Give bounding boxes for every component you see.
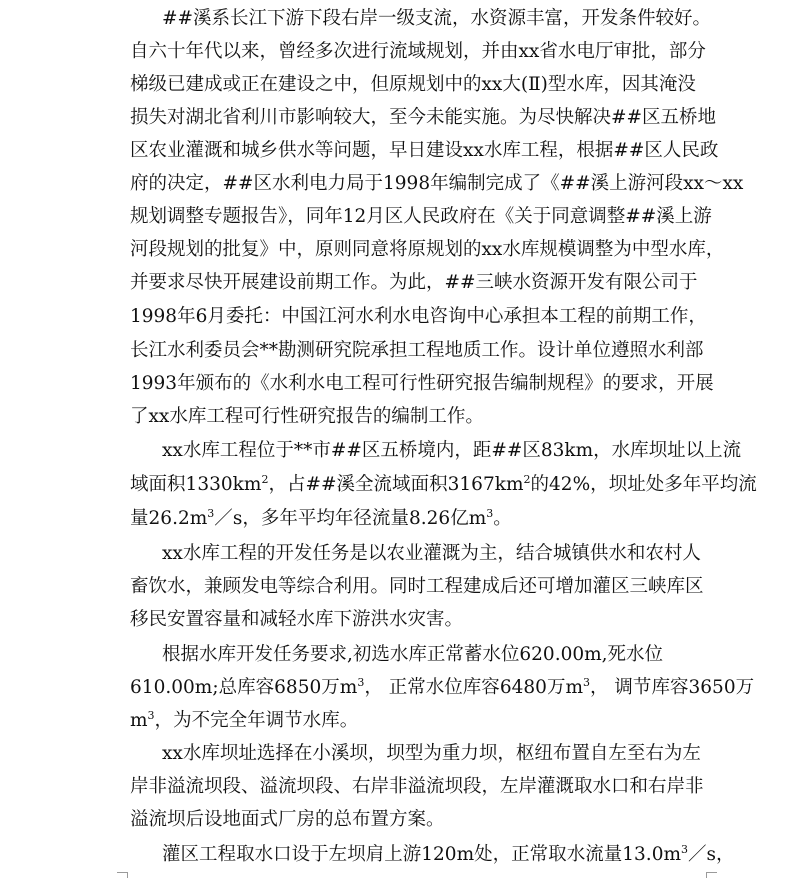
text-line: 移民安置容量和减轻水库下游洪水灾害。: [130, 609, 464, 630]
text-line: 1998年6月委托：中国江河水利水电咨询中心承担本工程的前期工作，: [130, 306, 707, 327]
text-line: 区农业灌溉和城乡供水等问题，早日建设xx水库工程，根据##区人民政: [130, 140, 719, 161]
text-line: 畜饮水，兼顾发电等综合利用。同时工程建成后还可增加灌区三峡库区: [130, 576, 704, 597]
text-line: 610.00m;总库容6850万$m^3$， 正常水位库容6480万$m^3$， 调节库容3650万: [130, 676, 755, 698]
text-line: 岸非溢流坝段、溢流坝段、右岸非溢流坝段，左岸灌溉取水口和右岸非: [130, 776, 704, 797]
text-line: 域面积$1330km^2$，占##溪全流域面积$3167km^2$的42%，坝址处多年平均流: [130, 473, 757, 495]
text-line: 根据水库开发任务要求,初选水库正常蓄水位620.00m,死水位: [162, 644, 664, 665]
text-line: 并要求尽快开展建设前期工作。为此，##三峡水资源开发有限公司于: [130, 272, 698, 293]
text-line: 梯级已建成或正在建设之中，但原规划中的xx大(Ⅱ)型水库，因其淹没: [130, 74, 696, 95]
text-line: xx水库工程位于**市##区五桥境内，距##区83km，水库坝址以上流: [162, 440, 742, 461]
text-line: ##溪系长江下游下段右岸一级支流，水资源丰富，开发条件较好。: [162, 8, 712, 29]
text-line: 自六十年代以来，曾经多次进行流域规划，并由xx省水电厅审批，部分: [130, 41, 706, 62]
page-corner-mark: [117, 872, 128, 878]
text-line: 损失对湖北省利川市影响较大，至今未能实施。为尽快解决##区五桥地: [130, 107, 717, 128]
text-line: 了xx水库工程可行性研究报告的编制工作。: [130, 406, 484, 427]
text-line: 府的决定，##区水利电力局于1998年编制完成了《##溪上游河段xx～xx: [130, 173, 744, 194]
text-line: xx水库工程的开发任务是以农业灌溉为主，结合城镇供水和农村人: [162, 543, 701, 564]
text-line: xx水库坝址选择在小溪坝，坝型为重力坝，枢纽布置自左至右为左: [162, 743, 701, 764]
text-line: $m^3$，为不完全年调节水库。: [130, 709, 359, 731]
text-line: 量$26.2m^3/s$，多年平均年径流量8.26亿$m^3$。: [130, 507, 512, 529]
text-line: 溢流坝后设地面式厂房的总布置方案。: [130, 809, 445, 830]
text-line: 长江水利委员会**勘测研究院承担工程地质工作。设计单位遵照水利部: [130, 340, 704, 361]
text-line: 规划调整专题报告》，同年12月区人民政府在《关于同意调整##溪上游: [130, 206, 712, 227]
text-line: 1993年颁布的《水利水电工程可行性研究报告编制规程》的要求，开展: [130, 373, 714, 394]
text-line: 河段规划的批复》中，原则同意将原规划的xx水库规模调整为中型水库，: [130, 239, 725, 260]
text-line: 灌区工程取水口设于左坝肩上游120m处，正常取水流量$13.0m^3/s$，: [162, 843, 735, 865]
page-corner-mark: [706, 872, 717, 878]
